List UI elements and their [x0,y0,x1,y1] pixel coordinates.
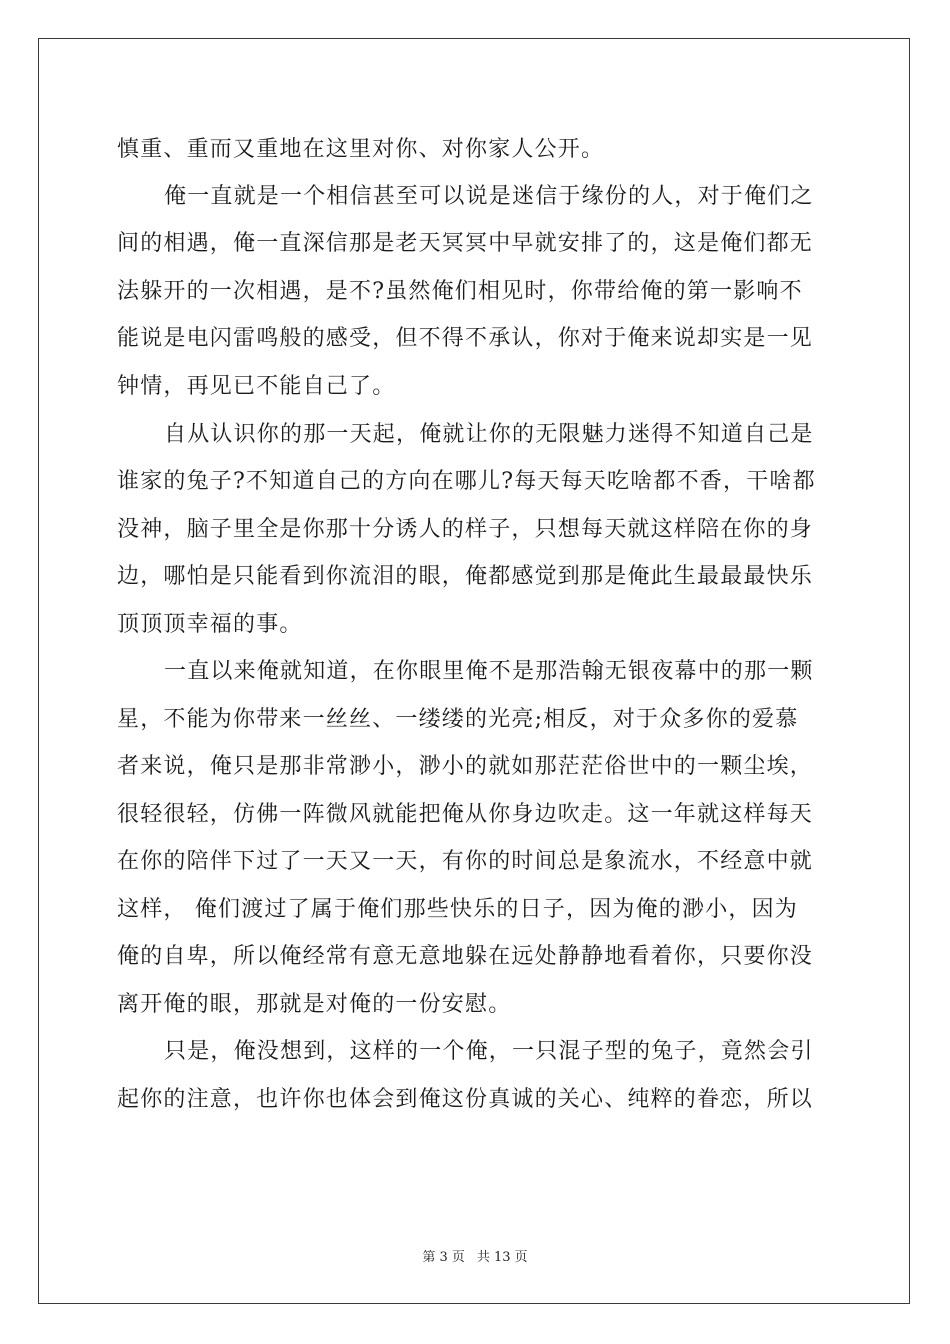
text-line: 俺的自卑，所以俺经常有意无意地躲在远处静静地看着你，只要你没 [117,944,814,969]
text-line: 起你的注意，也许你也体会到俺这份真诚的关心、纯粹的眷恋，所以 [117,1087,814,1112]
text-line: 在你的陪伴下过了一天又一天，有你的时间总是象流水，不经意中就 [117,849,814,874]
paragraph-first-line: 俺一直就是一个相信甚至可以说是迷信于缘份的人，对于俺们之 [164,184,814,209]
page-number: 第 3 页 [422,1250,465,1265]
paragraph-first-line: 自从认识你的那一天起，俺就让你的无限魅力迷得不知道自己是 [164,422,814,447]
text-line: 谁家的兔子?不知道自己的方向在哪儿?每天每天吃啥都不香，干啥都 [117,469,816,494]
text-line: 这样， 俺们渡过了属于俺们那些快乐的日子，因为俺的渺小，因为 [117,897,798,922]
text-line: 间的相遇，俺一直深信那是老天冥冥中早就安排了的，这是俺们都无 [117,231,814,256]
text-line: 法躲开的一次相遇，是不?虽然俺们相见时，你带给俺的第一影响不 [117,279,803,304]
paragraph-first-line: 一直以来俺就知道，在你眼里俺不是那浩翰无银夜幕中的那一颗 [164,659,814,684]
text-line: 慎重、重而又重地在这里对你、对你家人公开。 [117,137,605,162]
text-line: 没神，脑子里全是你那十分诱人的样子，只想每天就这样陪在你的身 [117,517,814,542]
text-line: 很轻很轻，仿佛一阵微风就能把俺从你身边吹走。这一年就这样每天 [117,802,814,827]
page-total: 共 13 页 [476,1250,528,1265]
text-line: 顶顶顶幸福的事。 [117,612,303,637]
page-footer [0,1246,950,1265]
text-line: 边，哪怕是只能看到你流泪的眼，俺都感觉到那是俺此生最最最快乐 [117,564,814,589]
text-line: 钟情，再见已不能自己了。 [117,374,396,399]
text-line: 星，不能为你带来一丝丝、一缕缕的光亮;相反，对于众多你的爱慕 [117,707,799,732]
paragraph-first-line: 只是，俺没想到，这样的一个俺，一只混子型的兔子，竟然会引 [164,1039,814,1064]
text-line: 者来说，俺只是那非常渺小，渺小的就如那茫茫俗世中的一颗尘埃， [117,754,814,779]
text-line: 能说是电闪雷鸣般的感受，但不得不承认，你对于俺来说却实是一见 [117,326,814,351]
text-line: 离开俺的眼，那就是对俺的一份安慰。 [117,992,512,1017]
